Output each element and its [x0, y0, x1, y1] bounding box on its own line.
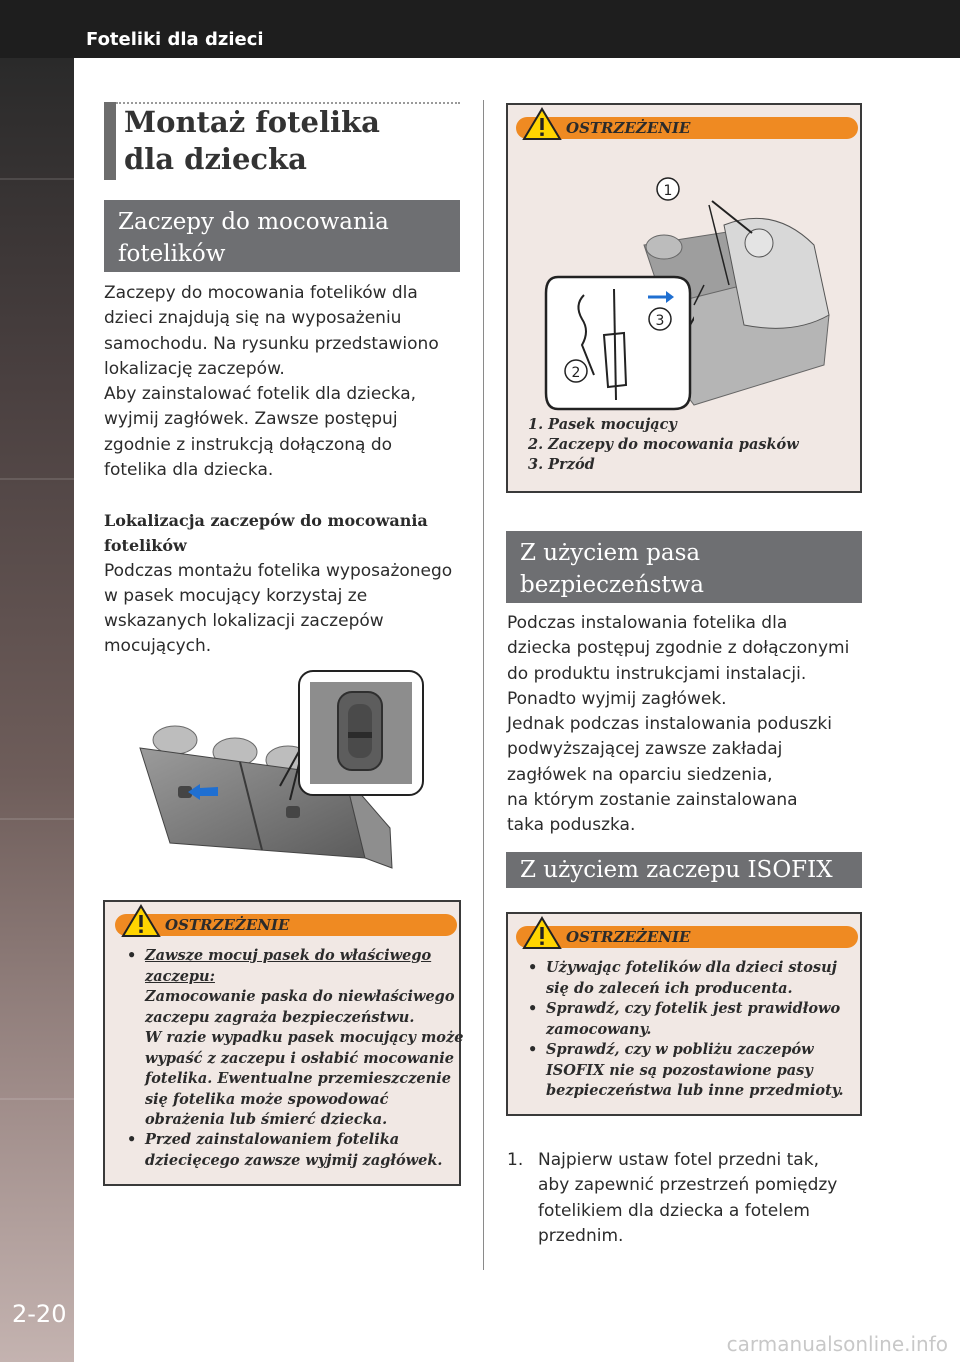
warning-item [528, 1040, 858, 1102]
text-line: dziecka postępuj zgodnie z dołączonymi [507, 638, 850, 659]
bullet-icon: • [528, 1000, 538, 1017]
sidebar-seam [0, 478, 74, 480]
warning-line: Używając fotelików dla dzieci stosuj [546, 959, 837, 976]
text-line: Zaczepy do mocowania fotelików dla [104, 283, 418, 303]
warning-line: Przed zainstalowaniem fotelika [145, 1131, 400, 1148]
text-line: w pasek mocujący korzystaj ze [104, 585, 368, 606]
warning-triangle-icon [522, 916, 562, 950]
bullet-icon: • [127, 947, 137, 964]
bullet-icon: • [528, 1041, 538, 1058]
text-line: wyjmij zagłówek. Zawsze postępuj [104, 409, 398, 430]
column-divider [483, 100, 484, 1270]
section-title-line: bezpieczeństwa [520, 572, 705, 598]
section-title-anchors [104, 200, 460, 272]
warning-item [127, 946, 464, 1131]
text-line: do produktu instrukcjami instalacji. [507, 663, 807, 684]
anchor-bar-icon [348, 732, 372, 738]
strap-hook-inset [544, 275, 694, 411]
anchor-zoom-inset [298, 670, 424, 798]
text-line: Ponadto wyjmij zagłówek. [507, 688, 727, 709]
warning-line: W razie wypadku pasek mocujący może [145, 1029, 464, 1046]
warning-box-strap [506, 103, 862, 493]
figure-captions [528, 415, 799, 475]
warning-banner [516, 926, 858, 948]
main-heading [104, 102, 460, 180]
warning-line: fotelika. Ewentualne przemieszczenie [145, 1070, 451, 1087]
text-line: taka poduszka. [507, 815, 636, 836]
warning-line: Zawsze mocuj pasek do właściwego [145, 947, 432, 964]
step-1 [507, 1148, 867, 1249]
warning-line: dziecięcego zawsze wyjmij zagłówek. [145, 1151, 443, 1169]
warning-line: zamocowany. [546, 1020, 652, 1038]
bullet-icon: • [528, 959, 538, 976]
page-header [0, 0, 960, 58]
callout-number: 3 [655, 313, 665, 329]
warning-line: Zamocowanie paska do niewłaściwego [145, 988, 455, 1005]
warning-line: się fotelika może spowodować [145, 1090, 389, 1108]
warning-item [528, 958, 858, 999]
main-heading-line: dla dziecka [124, 142, 307, 176]
caption-line: 2. Zaczepy do mocowania pasków [528, 436, 799, 453]
text-line: Aby zainstalować fotelik dla dziecka, [104, 384, 417, 405]
warning-line: Sprawdź, czy fotelik jest prawidłowo [546, 1000, 841, 1017]
warning-label: OSTRZEŻENIE [566, 928, 691, 946]
section-title-seatbelt [506, 531, 862, 603]
warning-line: zaczepu: [145, 967, 215, 985]
step-number: 1. [507, 1150, 524, 1170]
heading-bar [104, 102, 116, 180]
warning-label: OSTRZEŻENIE [165, 916, 290, 934]
section-title-line: fotelików [118, 241, 226, 267]
section-title-line: Z użyciem pasa [520, 540, 701, 566]
bullet-icon: • [127, 1131, 137, 1148]
text-line: Najpierw ustaw fotel przedni tak, [538, 1150, 819, 1170]
sidebar-seam [0, 178, 74, 180]
callout-number: 2 [571, 365, 581, 381]
seatbelt-paragraph [507, 611, 867, 839]
text-line: dzieci znajdują się na wyposażeniu [104, 308, 402, 329]
text-line: przednim. [538, 1225, 624, 1246]
text-line: fotelika dla dziecka. [104, 460, 274, 481]
warning-triangle-icon [121, 904, 161, 938]
text-line: fotelikiem dla dziecka a fotelem [538, 1200, 810, 1221]
location-paragraph [104, 508, 464, 660]
section-title-line: Zaczepy do mocowania [118, 209, 389, 235]
anchor-slot-icon [286, 806, 300, 818]
subheading-line: fotelików [104, 536, 187, 556]
caption-line: 1. Pasek mocujący [528, 416, 677, 433]
section-title-isofix: Z użyciem zaczepu ISOFIX [506, 852, 862, 888]
subheading-line: Lokalizacja zaczepów do mocowania [104, 511, 428, 530]
warning-line: Sprawdź, czy w pobliżu zaczepów [546, 1041, 814, 1058]
text-line: samochodu. Na rysunku przedstawiono [104, 333, 439, 354]
text-line: na którym zostanie zainstalowana [507, 790, 798, 811]
text-line: mocujących. [104, 636, 212, 657]
text-line: zagłówek na oparciu siedzenia, [507, 764, 773, 785]
sidebar-seam [0, 818, 74, 820]
page-number: 2-20 [12, 1300, 67, 1328]
warning-box-isofix [506, 912, 862, 1116]
text-line: wskazanych lokalizacji zaczepów [104, 611, 384, 632]
warning-line: obrażenia lub śmierć dziecka. [145, 1111, 388, 1128]
text-line: zgodnie z instrukcją dołączoną do [104, 434, 393, 455]
warning-item [528, 999, 858, 1040]
warning-line: się do zaleceń ich producenta. [546, 979, 793, 997]
warning-line: ISOFIX nie są pozostawione pasy [546, 1061, 813, 1079]
watermark: carmanualsonline.info [726, 1332, 948, 1356]
warning-line: wypaść z zaczepu i osłabić mocowanie [145, 1049, 454, 1067]
warning-banner [516, 117, 858, 139]
header-title: Foteliki dla dzieci [86, 29, 264, 50]
text-line: Jednak podczas instalowania poduszki [507, 714, 832, 735]
sidebar-seam [0, 1098, 74, 1100]
callout-number: 1 [663, 183, 673, 199]
text-line: podwyższającej zawsze zakładaj [507, 739, 783, 760]
warning-box-tether [103, 900, 464, 1186]
text-line: Podczas montażu fotelika wyposażonego [104, 560, 453, 581]
text-line: lokalizację zaczepów. [104, 358, 285, 379]
warning-line: bezpieczeństwa lub inne przedmioty. [546, 1082, 844, 1099]
caption-line: 3. Przód [528, 456, 595, 473]
warning-label: OSTRZEŻENIE [566, 119, 691, 137]
sidebar-decoration [0, 58, 74, 1362]
warning-line: zaczepu zagraża bezpieczeństwu. [145, 1008, 415, 1026]
text-line: Podczas instalowania fotelika dla [507, 613, 788, 633]
warning-triangle-icon [522, 107, 562, 141]
warning-item [127, 1130, 455, 1171]
main-heading-line: Montaż fotelika [124, 105, 380, 139]
text-line: aby zapewnić przestrzeń pomiędzy [538, 1175, 838, 1196]
intro-paragraph [104, 281, 464, 483]
warning-banner [115, 914, 457, 936]
